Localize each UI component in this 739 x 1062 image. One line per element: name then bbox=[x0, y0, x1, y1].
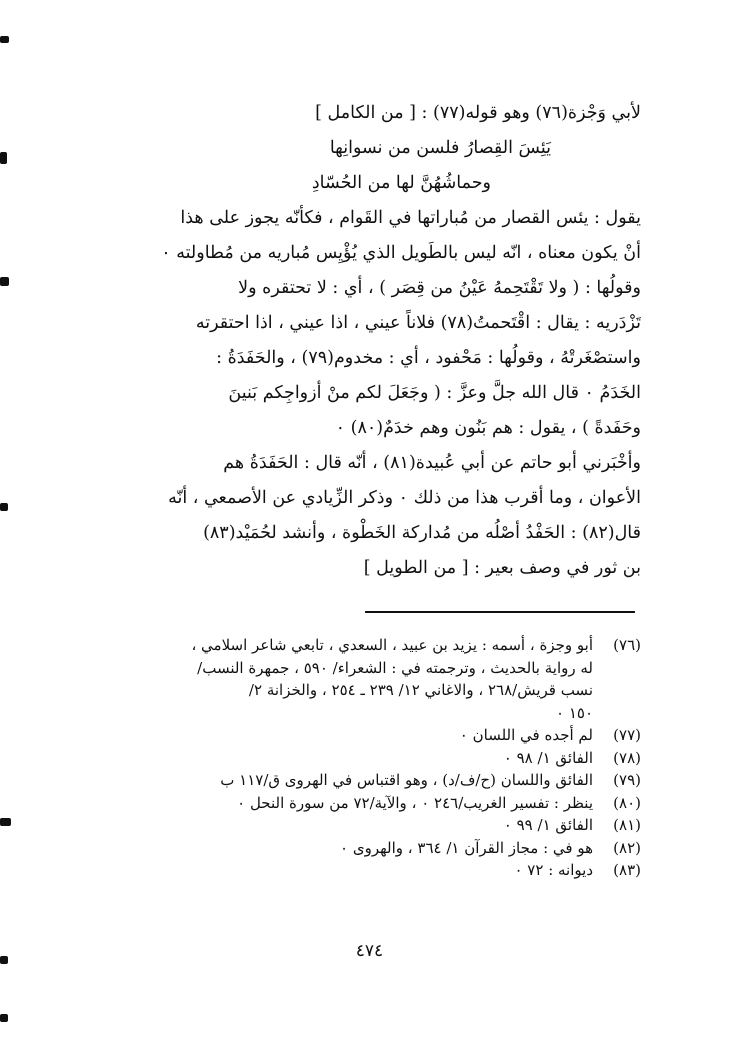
scan-edge-mark bbox=[0, 36, 9, 43]
text-line: أنْ يكون معناه ، انّه ليس بالطَويل الذي يُؤْيِس مُباريه من مُطاولته ٠ bbox=[161, 243, 641, 263]
text-line: قال(٨٢) : الحَفْدُ أصْلُه من مُداركة الخَطْوة ، وأنشد لحُمَيْد(٨٣) bbox=[203, 523, 641, 543]
footnote-83 bbox=[92, 859, 641, 882]
text-line: لأبي وَجْزة(٧٦) وهو قوله(٧٧) : [ من الكامل ] bbox=[315, 103, 641, 123]
scan-edge-mark bbox=[0, 152, 7, 164]
footnote-number: (٧٧) bbox=[613, 726, 641, 744]
text-line: يقول : يئس القصار من مُباراتها في القَوام ، فكأنّه يجوز على هذا bbox=[180, 208, 641, 228]
footnote-82 bbox=[92, 837, 641, 860]
text-line: وقولُها : ( ولا تَقْتَحِمهُ عَيْنُ من قِصَر ) ، أي : لا تحتقره ولا bbox=[238, 278, 641, 298]
footnote-number: (٨٠) bbox=[613, 793, 641, 812]
footnote-separator bbox=[365, 611, 635, 613]
text-line: الخَدَمُ ٠ قال الله جلَّ وعزَّ : ( وجَعَلَ لكم منْ أزواجِكم بَنينَ bbox=[228, 383, 641, 403]
footnote-continuation: نسب قريش/٢٦٨ ، والاغاني ١٢/ ٢٣٩ ـ ٢٥٤ ، والخزانة ٢/ bbox=[248, 681, 593, 699]
footnote-78 bbox=[92, 747, 641, 770]
text-line: بن ثور في وصف بعير : [ من الطويل ] bbox=[363, 558, 641, 578]
footnote-text: لم أجده في اللسان ٠ bbox=[459, 726, 593, 744]
main-text bbox=[105, 96, 641, 586]
footnote-number: (٨٢) bbox=[613, 838, 641, 857]
footnote-text: أبو وجزة ، أسمه : يزيد بن عبيد ، السعدي ، تابعي شاعر اسلامي ، bbox=[191, 636, 593, 654]
footnote-number: (٧٦) bbox=[613, 636, 641, 654]
footnote-number: (٨١) bbox=[613, 816, 641, 834]
scan-edge-mark bbox=[0, 1014, 8, 1022]
footnote-76 bbox=[92, 634, 641, 657]
footnote-number: (٨٣) bbox=[613, 861, 641, 879]
verse-second-hemistich: وحماشُهُنَّ لها من الحُسّادِ bbox=[311, 173, 491, 193]
scan-edge-mark bbox=[0, 818, 11, 826]
footnote-79 bbox=[92, 769, 641, 792]
scan-edge-mark bbox=[0, 277, 9, 286]
footnote-77 bbox=[92, 724, 641, 747]
footnote-text: ينظر : تفسير الغريب/٢٤٦ ٠ ، والآية/٧٢ من سورة النحل ٠ bbox=[237, 793, 593, 812]
footnote-80 bbox=[92, 792, 641, 815]
footnote-text: الفائق واللسان (ح/ف/د) ، وهو اقتباس في الهروى ق/١١٧ ب bbox=[220, 771, 593, 789]
page-number: ٤٧٤ bbox=[355, 941, 384, 961]
footnote-number: (٧٨) bbox=[613, 748, 641, 767]
footnote-continuation: له رواية بالحديث ، وترجمته في : الشعراء/ ٥٩٠ ، جمهرة النسب/ bbox=[197, 658, 593, 677]
verse-first-hemistich: يَئِسَ القِصارُ فلسن من نسوانِها bbox=[329, 138, 551, 158]
footnote-text: الفائق ١/ ٩٩ ٠ bbox=[503, 816, 593, 834]
text-line: وأخْبَرني أبو حاتم عن أبي عُبيدة(٨١) ، أنّه قال : الحَفَدَةُ هم bbox=[223, 453, 641, 473]
footnotes bbox=[92, 634, 641, 882]
footnote-text: هو في : مجاز القرآن ١/ ٣٦٤ ، والهروى ٠ bbox=[340, 838, 593, 857]
text-line: الأعوان ، وما أقرب هذا من ذلك ٠ وذكر الزِّيادي عن الأصمعي ، أنّه bbox=[168, 488, 641, 508]
footnote-number: (٧٩) bbox=[613, 771, 641, 789]
text-line: واستصْغَرتْهُ ، وقولُها : مَحْفود ، أي : مخدوم(٧٩) ، والحَفَدَةُ : bbox=[216, 348, 641, 368]
footnote-text: الفائق ١/ ٩٨ ٠ bbox=[503, 748, 593, 767]
footnote-81 bbox=[92, 814, 641, 837]
footnote-continuation: ١٥٠ ٠ bbox=[555, 703, 593, 722]
footnote-text: ديوانه : ٧٢ ٠ bbox=[514, 861, 593, 879]
text-line: وحَفَدةً ) ، يقول : هم بَنُون وهم خدَمٌ(٨٠) ٠ bbox=[335, 418, 641, 438]
scan-edge-mark bbox=[0, 503, 8, 511]
text-line: تَزْدَريه : يقال : اقْتَحمتُ(٧٨) فلاناً عيني ، اذا عيني ، اذا احتقرته bbox=[195, 313, 641, 333]
